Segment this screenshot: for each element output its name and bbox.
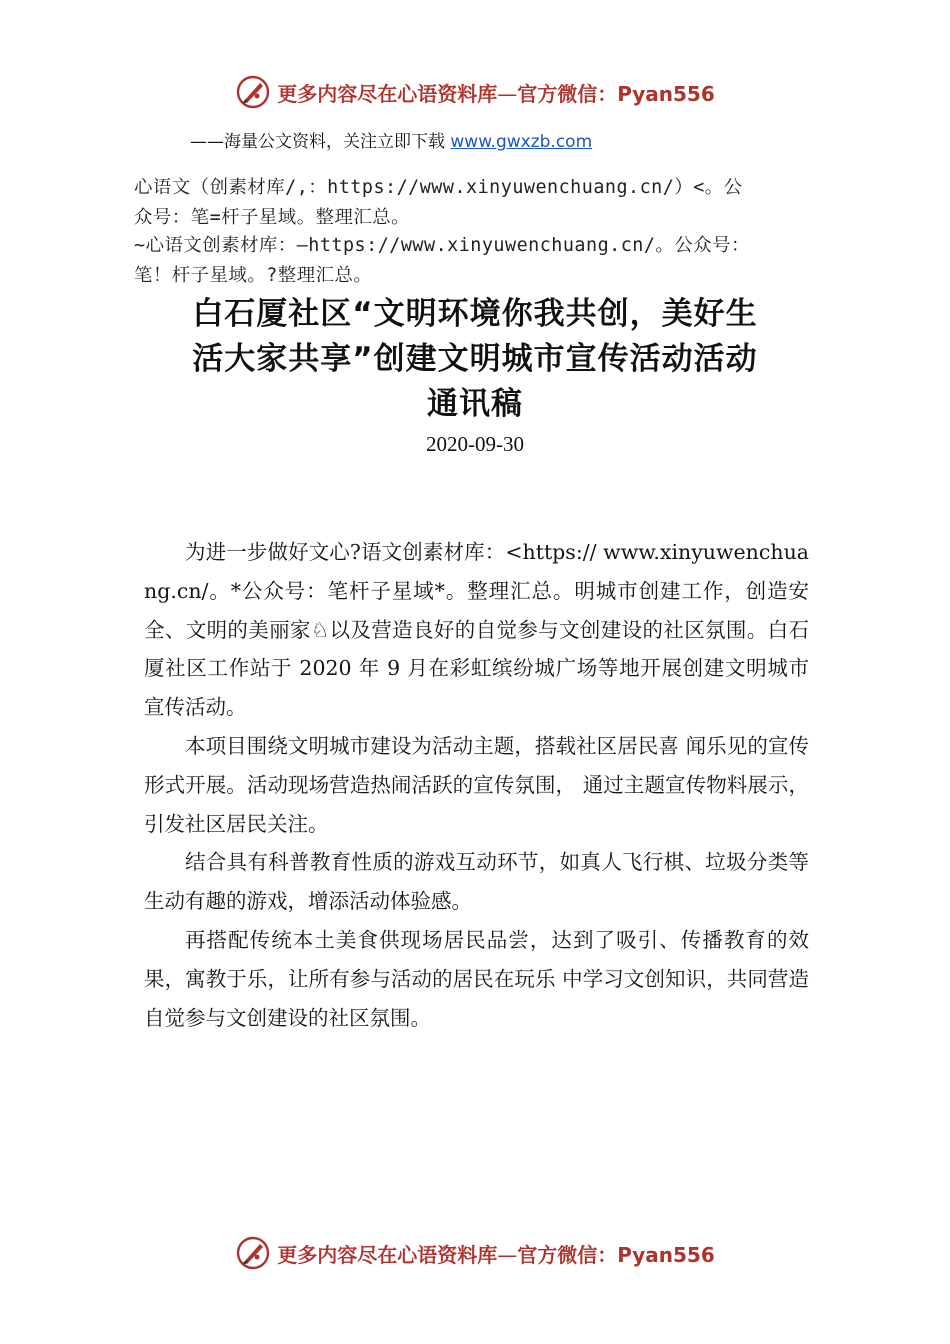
title-line: 白石厦社区“文明环境你我共创，美好生 — [192, 296, 758, 332]
source-note-1 — [134, 173, 850, 233]
source-note-line: 笔！杆子星域。?整理汇总。 — [134, 265, 373, 286]
document-body — [144, 533, 809, 1037]
download-tagline — [190, 127, 592, 152]
source-note-line: ~心语文创素材库：—https://www.xinyuwenchuang.cn/。公众号： — [134, 235, 750, 256]
header-banner-text: 更多内容尽在心语资料库—官方微信：Pyan556 — [277, 81, 715, 106]
brush-logo-icon — [235, 74, 271, 110]
document-date: 2020-09-30 — [426, 432, 524, 456]
brush-logo-icon — [235, 1235, 271, 1271]
gwxzb-link[interactable]: www.gwxzb.com — [450, 132, 593, 152]
document-title — [120, 292, 830, 427]
body-paragraph: 为进一步做好文心?语文创素材库：<https:// www.xinyuwenchuang.cn/。*公众号：笔杆子星域*。整理汇总。明城市创建工作，创造安全、文明的美丽家♘以及营造良好的自觉参与文创建设的社区氛围。白石厦社区工作站于 2020 年 9 月在彩虹缤纷城广场等地开展创建文明城市宣传活动。 — [144, 540, 809, 720]
footer-banner — [0, 1231, 950, 1275]
body-paragraph: 结合具有科普教育性质的游戏互动环节，如真人飞行棋、垃圾分类等生动有趣的游戏，增添活动体验感。 — [144, 850, 809, 914]
body-paragraph: 本项目围绕文明城市建设为活动主题，搭载社区居民喜 闻乐见的宣传形式开展。活动现场营造热闹活跃的宣传氛围， 通过主题宣传物料展示，引发社区居民关注。 — [144, 733, 809, 836]
footer-banner-text: 更多内容尽在心语资料库—官方微信：Pyan556 — [277, 1242, 715, 1267]
source-note-line: 心语文（创素材库/,：https://www.xinyuwenchuang.cn/）<。公 — [134, 177, 743, 198]
tagline-text: ——海量公文资料，关注立即下载 — [190, 132, 451, 152]
source-note-line: 众号：笔=杆子星域。整理汇总。 — [134, 207, 411, 228]
title-line: 通讯稿 — [427, 386, 523, 422]
source-note-2 — [134, 231, 850, 291]
body-paragraph: 再搭配传统本土美食供现场居民品尝，达到了吸引、传播教育的效果，寓教于乐，让所有参与活动的居民在玩乐 中学习文创知识，共同营造自觉参与文创建设的社区氛围。 — [144, 927, 809, 1030]
title-line: 活大家共享”创建文明城市宣传活动活动 — [192, 341, 758, 377]
header-banner — [0, 70, 950, 114]
